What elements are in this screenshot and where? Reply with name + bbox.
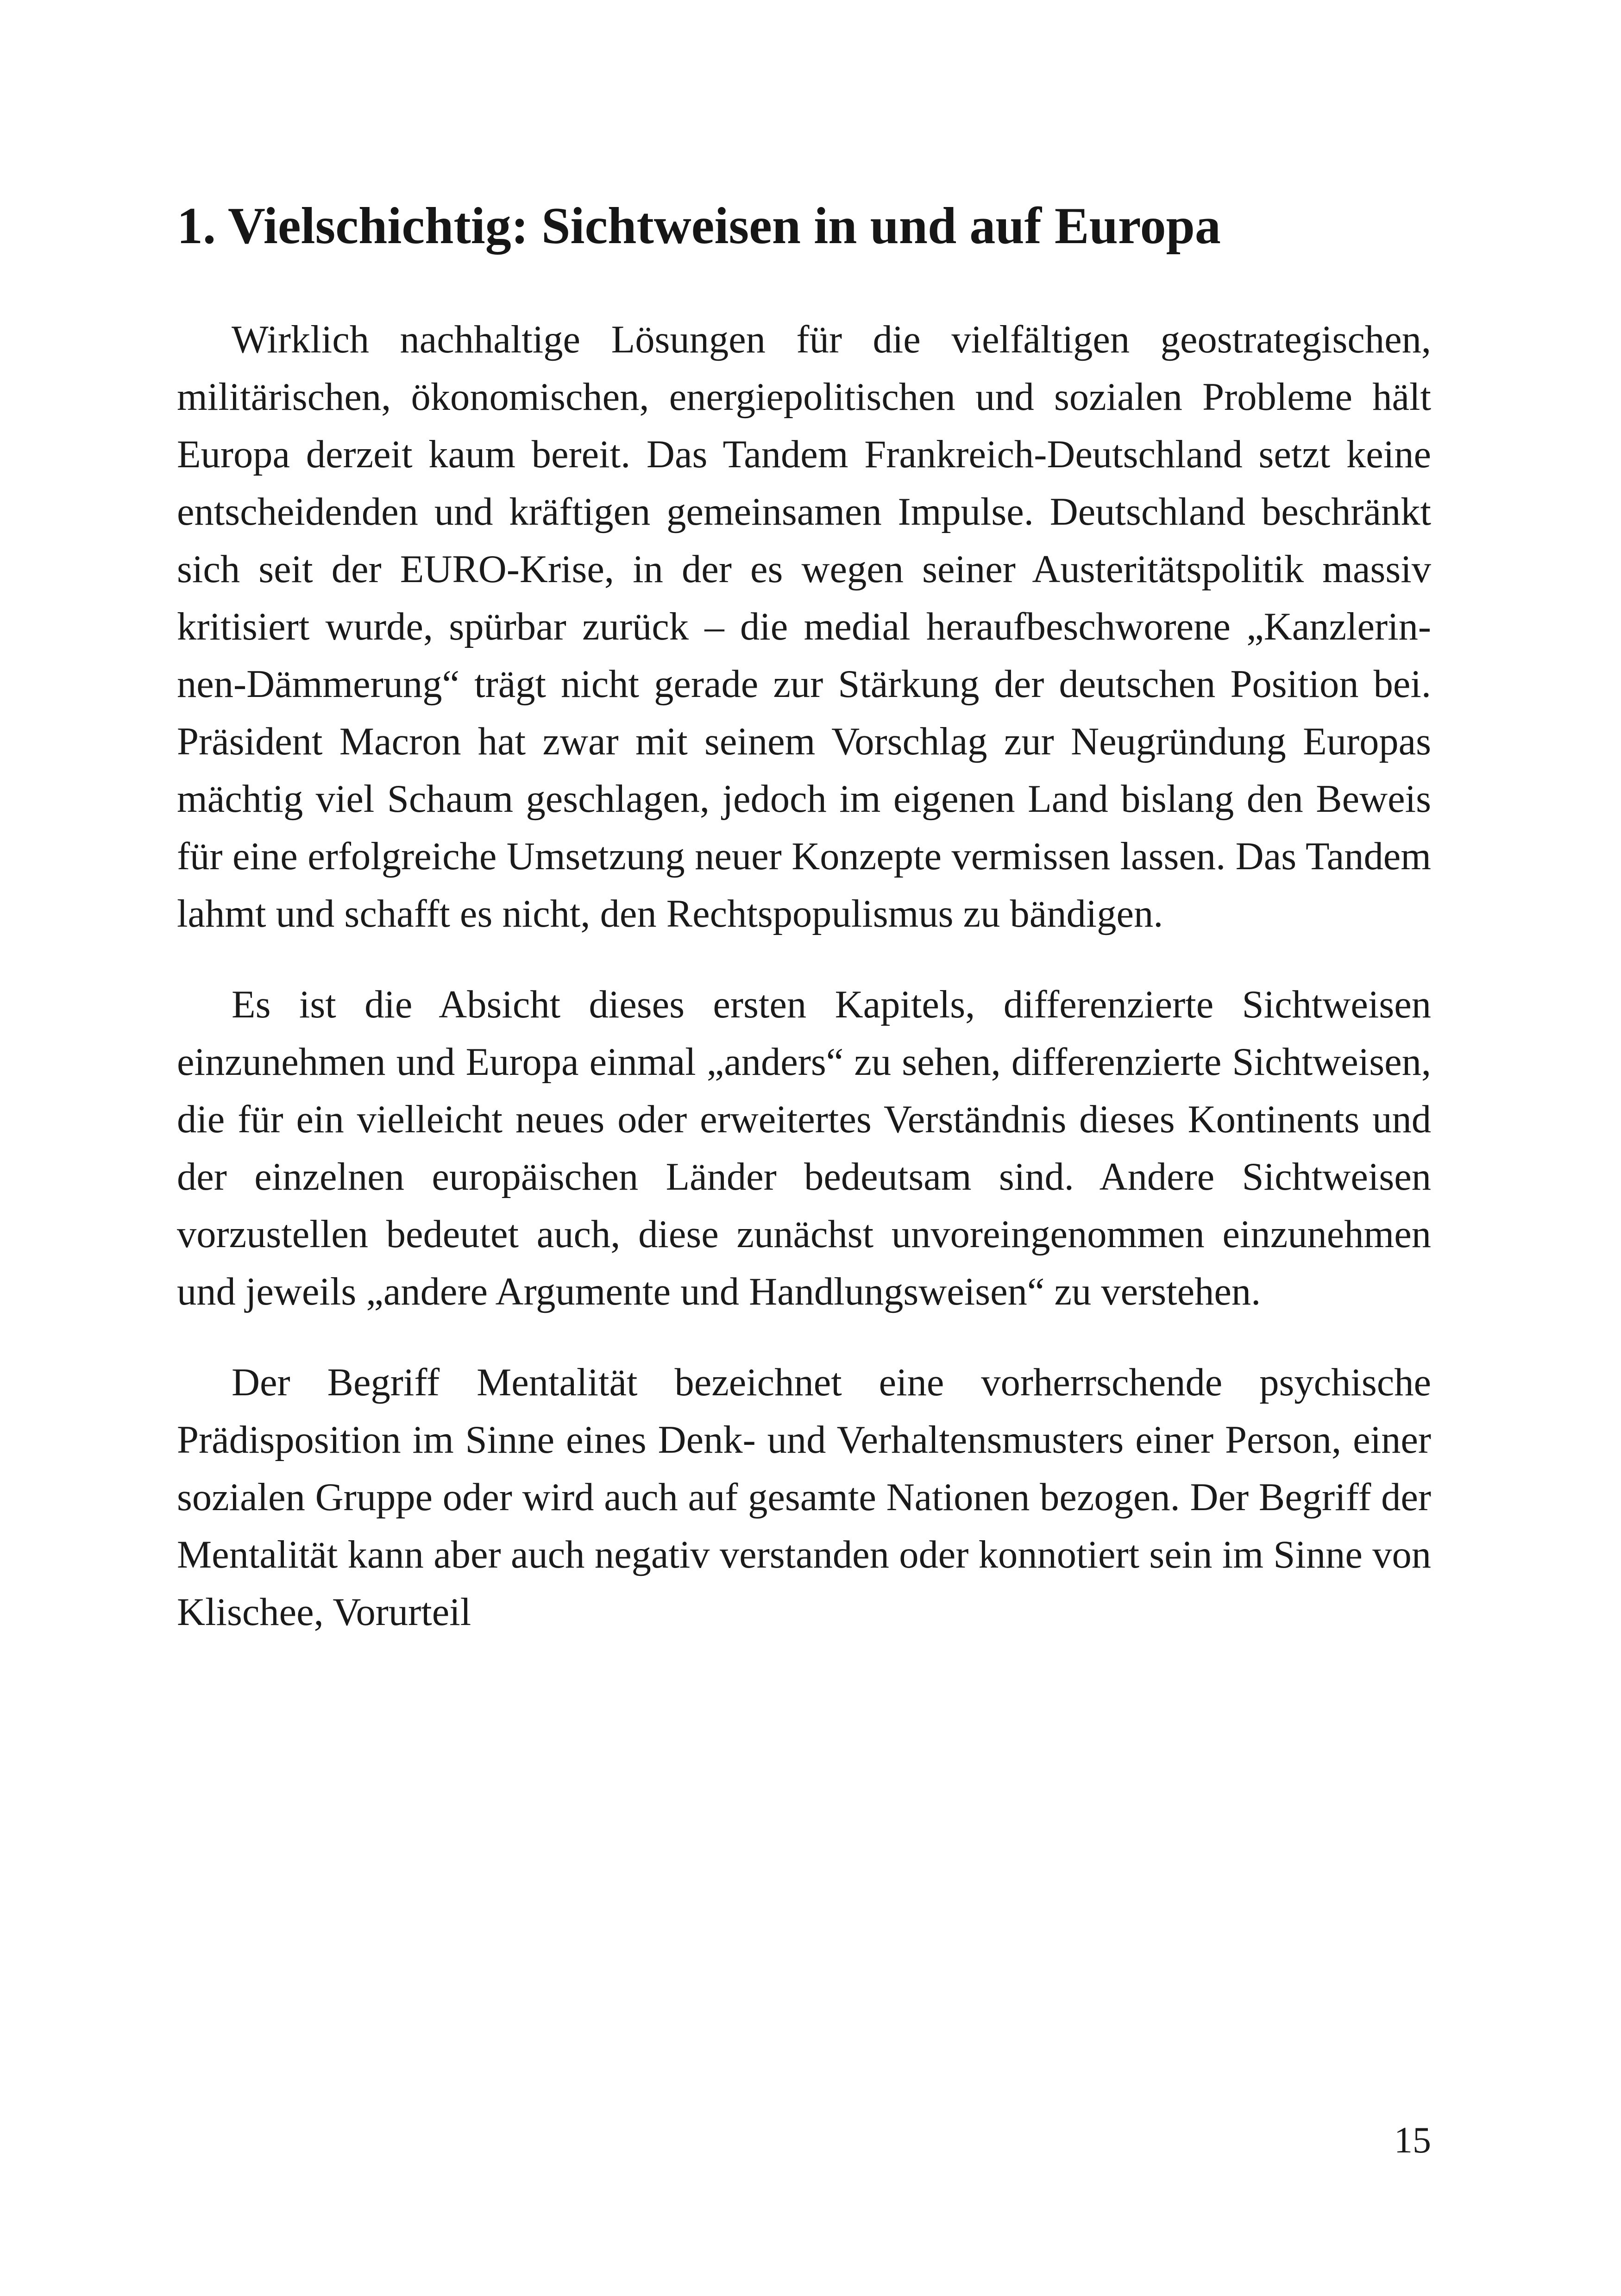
paragraph-1: Wirklich nachhaltige Lösungen für die vielfältigen geostrategischen, militärischen, ökonomischen, energiepolitischen und sozialen Probleme hält Europa derzeit kaum bereit. Das Tandem Frankreich-Deutschland setzt keine entscheidenden und kräftigen gemeinsamen Impulse. Deutschland beschränkt sich seit der EURO-Krise, in der es wegen seiner Austeritätspolitik massiv kritisiert wurde, spürbar zurück – die medial heraufbeschworene „Kanzlerinnen-Dämmerung“ trägt nicht gerade zur Stärkung der deutschen Position bei. Präsident Macron hat zwar mit seinem Vorschlag zur Neugründung Europas mächtig viel Schaum geschlagen, jedoch im eigenen Land bislang den Beweis für eine erfolgreiche Umsetzung neuer Konzepte vermissen lassen. Das Tandem lahmt und schafft es nicht, den Rechtspopulismus zu bändigen. bbox=[177, 318, 1431, 935]
chapter-title: 1. Vielschichtig: Sichtweisen in und auf Europa bbox=[177, 197, 1221, 255]
paragraph-2: Es ist die Absicht dieses ersten Kapitels, differenzierte Sichtweisen einzunehmen und Europa einmal „anders“ zu sehen, differenzierte Sichtweisen, die für ein vielleicht neues oder erweitertes Verständnis dieses Kontinents und der einzelnen europäischen Länder bedeutsam sind. Andere Sichtweisen vorzustellen bedeutet auch, diese zunächst unvoreingenommen einzunehmen und jeweils „andere Argumente und Handlungsweisen“ zu verstehen. bbox=[177, 983, 1431, 1313]
paragraph-3: Der Begriff Mentalität bezeichnet eine vorherrschende psychische Prädisposition im Sinne eines Denk- und Verhaltensmusters einer Person, einer sozialen Gruppe oder wird auch auf gesamte Nationen bezogen. Der Begriff der Mentalität kann aber auch negativ verstanden oder konnotiert sein im Sinne von Klischee, Vorurteil bbox=[177, 1361, 1431, 1634]
page-number: 15 bbox=[1394, 2120, 1431, 2161]
body-text bbox=[177, 311, 1431, 1641]
